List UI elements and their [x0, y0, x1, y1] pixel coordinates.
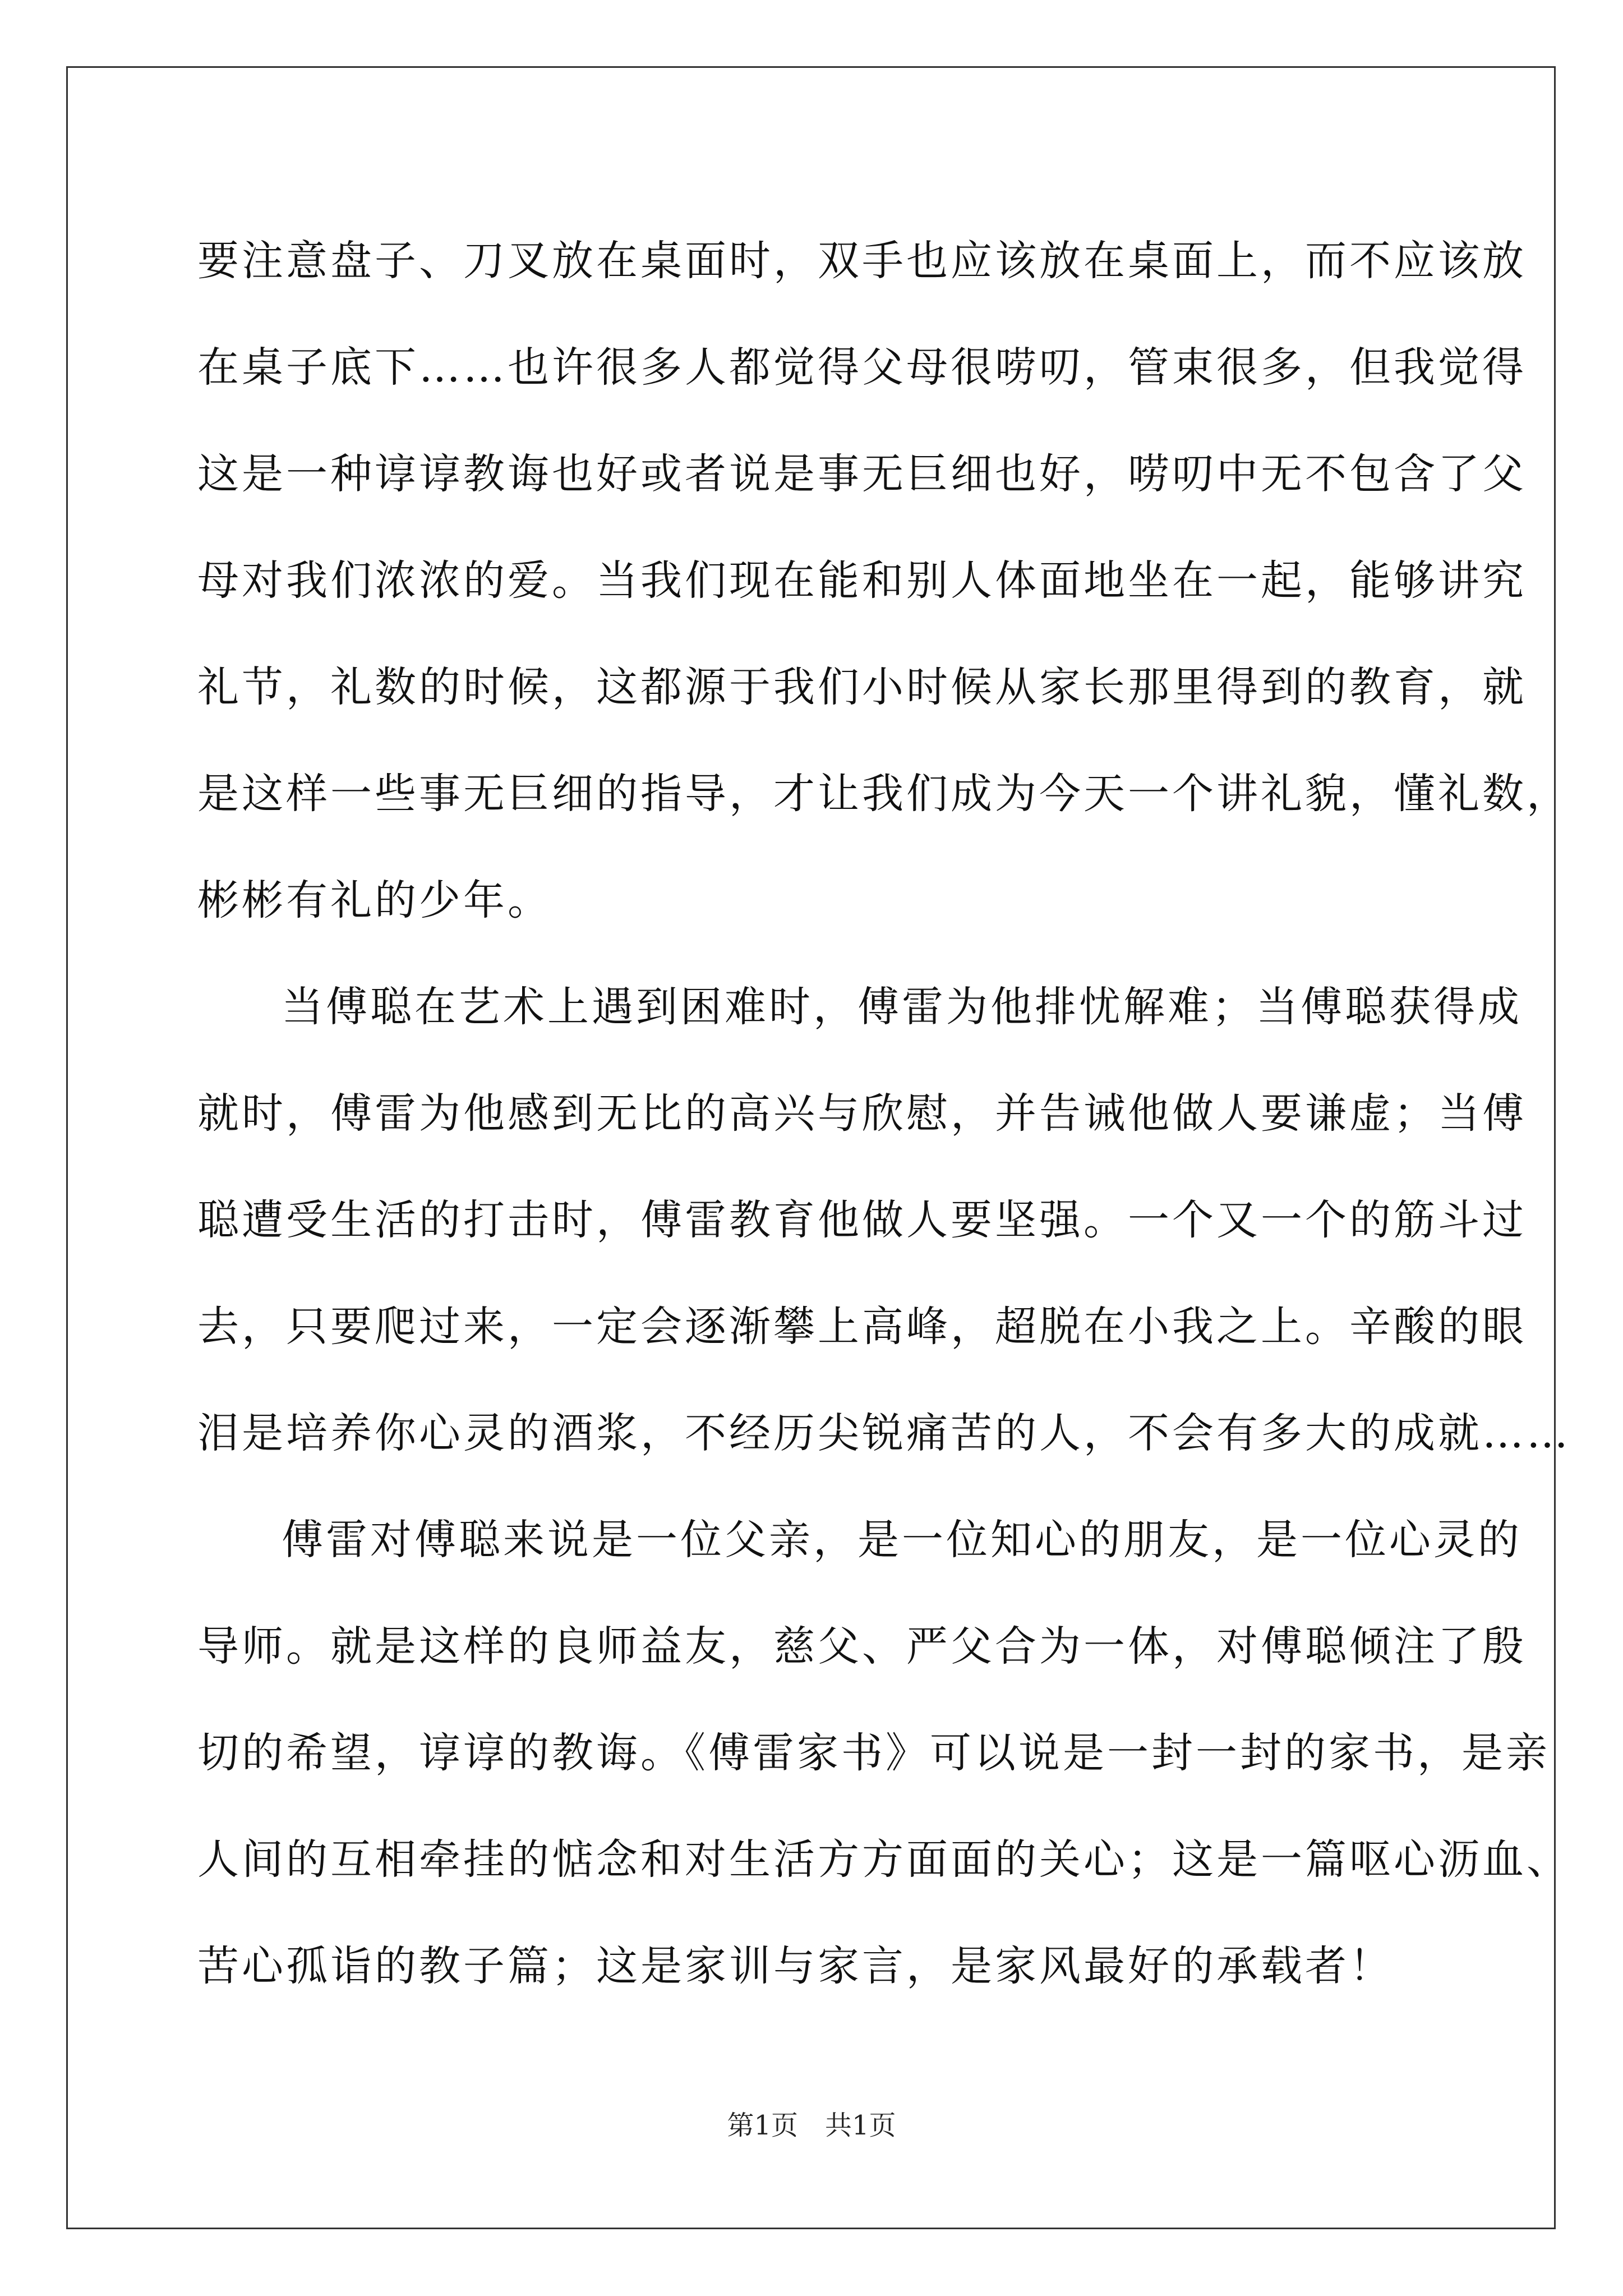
- text-line: 苦心孤诣的教子篇；这是家训与家言，是家风最好的承载者！: [197, 1942, 1394, 1990]
- text-line: 人间的互相牵挂的惦念和对生活方方面面的关心；这是一篇呕心沥血、: [197, 1835, 1571, 1884]
- text-line: 彬彬有礼的少年。: [197, 876, 552, 924]
- text-line: 就时，傅雷为他感到无比的高兴与欣慰，并告诫他做人要谦虚；当傅: [197, 1089, 1527, 1138]
- text-line: 这是一种谆谆教诲也好或者说是事无巨细也好，唠叨中无不包含了父: [197, 450, 1527, 498]
- document-body: [197, 208, 1571, 2019]
- text-line: 聪遭受生活的打击时，傅雷教育他做人要坚强。一个又一个的筋斗过: [197, 1196, 1527, 1244]
- text-line: 导师。就是这样的良师益友，慈父、严父合为一体，对傅聪倾注了殷: [197, 1622, 1527, 1671]
- text-line: 泪是培养你心灵的酒浆，不经历尖锐痛苦的人，不会有多大的成就……: [197, 1409, 1571, 1457]
- text-line: 母对我们浓浓的爱。当我们现在能和别人体面地坐在一起，能够讲究: [197, 556, 1527, 605]
- text-line: 在桌子底下……也许很多人都觉得父母很唠叨，管束很多，但我觉得: [197, 343, 1527, 392]
- text-line: 去，只要爬过来，一定会逐渐攀上高峰，超脱在小我之上。辛酸的眼: [197, 1303, 1527, 1351]
- text-line: 切的希望，谆谆的教诲。《傅雷家书》可以说是一封一封的家书，是亲: [197, 1729, 1550, 1777]
- page-footer: [0, 2104, 1623, 2142]
- text-line: 是这样一些事无巨细的指导，才让我们成为今天一个讲礼貌，懂礼数，: [197, 770, 1571, 818]
- text-line: 傅雷对傅聪来说是一位父亲，是一位知心的朋友，是一位心灵的: [282, 1516, 1522, 1564]
- text-line: 礼节，礼数的时候，这都源于我们小时候从家长那里得到的教育，就: [197, 663, 1527, 711]
- page-number: 第1页 共1页: [727, 2110, 896, 2141]
- text-line: 当傅聪在艺术上遇到困难时，傅雷为他排忧解难；当傅聪获得成: [282, 983, 1522, 1031]
- text-line: 要注意盘子、刀叉放在桌面时，双手也应该放在桌面上，而不应该放: [197, 237, 1527, 285]
